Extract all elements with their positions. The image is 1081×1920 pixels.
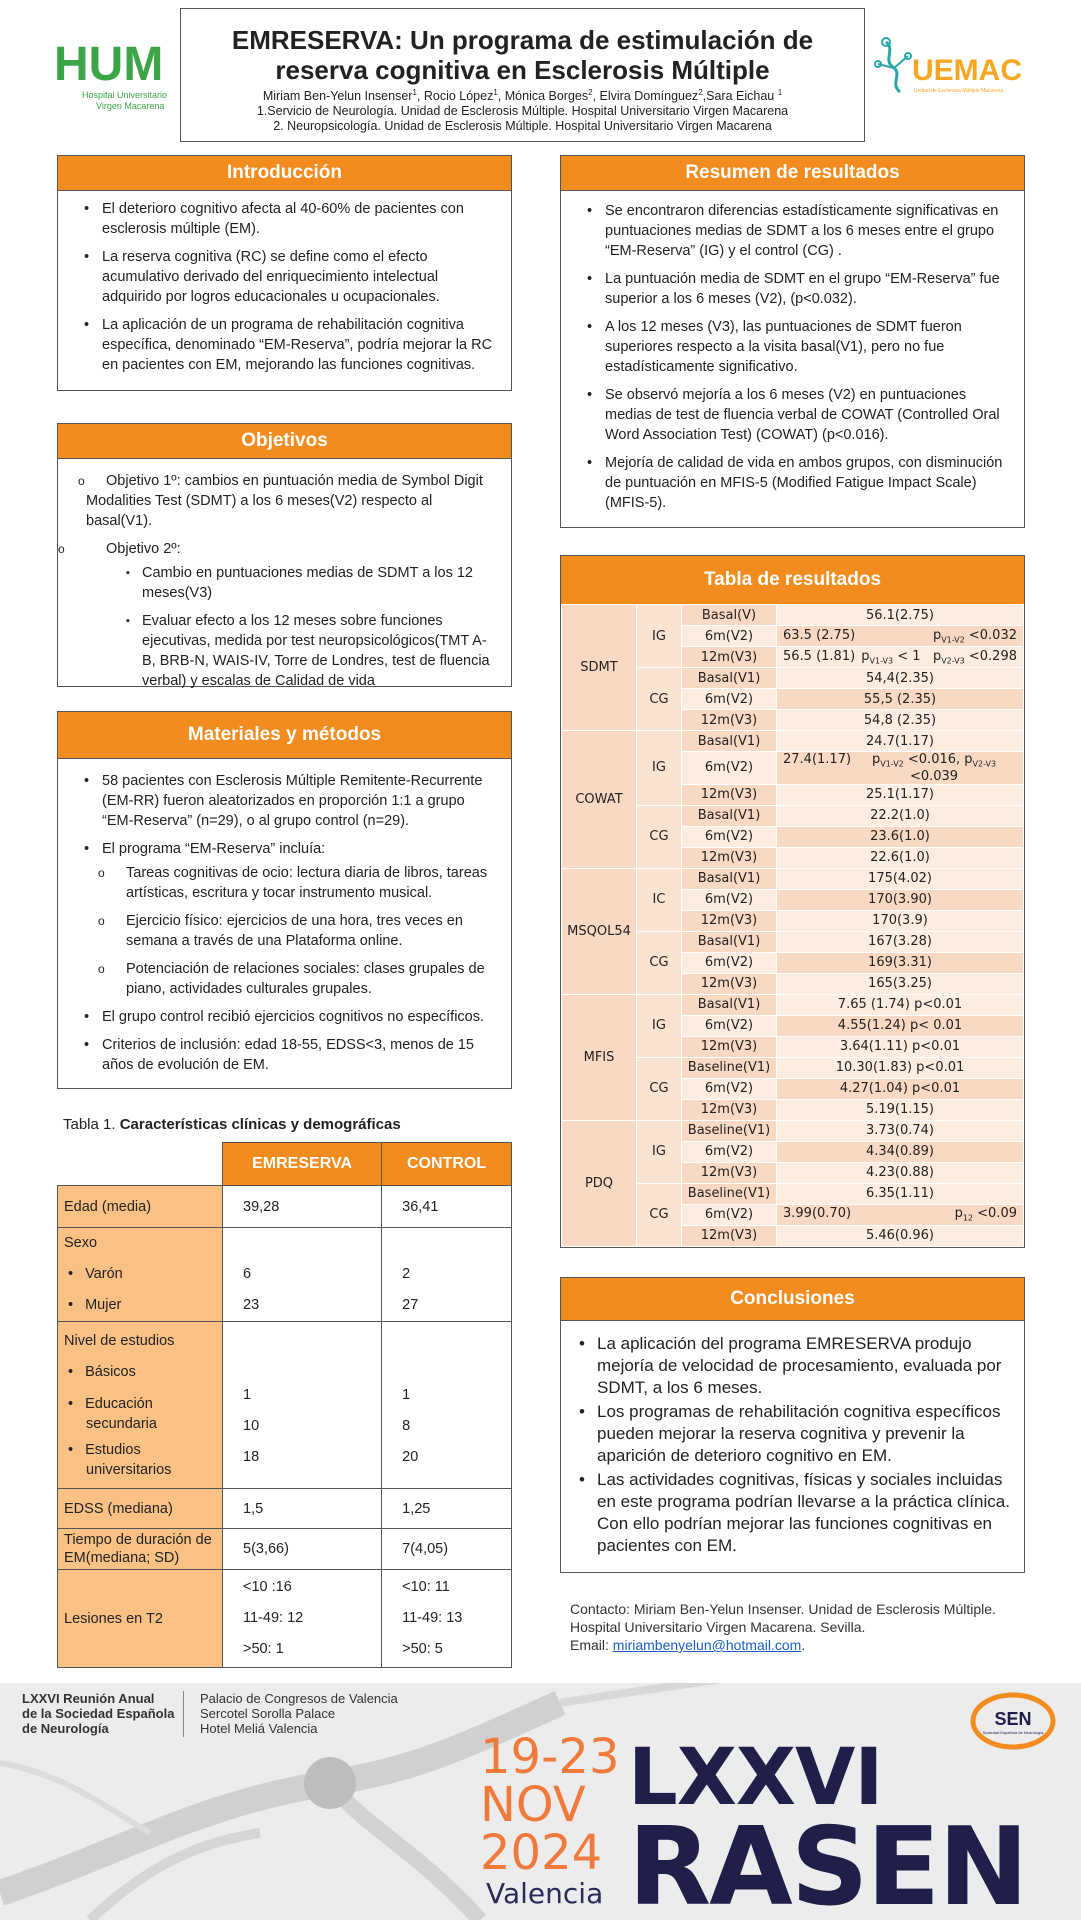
group-cell: IG xyxy=(637,605,682,668)
visit-cell: 12m(V3) xyxy=(682,647,777,668)
contact-line: Hospital Universitario Virgen Macarena. Sevilla. xyxy=(570,1619,866,1635)
p-value: $p_{12} <0.09$ xyxy=(954,1206,1017,1223)
visit-cell: 12m(V3) xyxy=(682,784,777,805)
value-cell: 3.73(0.74) xyxy=(777,1120,1024,1141)
sen-logo-sub: Sociedad Española de Neurología xyxy=(982,1730,1044,1735)
objective-sub-item: ▪ Evaluar efecto a los 12 meses sobre funciones ejecutivas, medida por test neuropsicológicos(TMT A-B, BRB-N, WAIS-IV, Torre de Londres, test de fluencia verbal) y escalas de Calidad de vida xyxy=(142,611,497,691)
conclusion-item: • La aplicación del programa EMRESERVA produjo mejoría de velocidad de procesamiento, evaluada por SDMT, a los 6 meses. xyxy=(597,1333,1010,1399)
value-cell xyxy=(777,647,1024,668)
value-cell: 169(3.31) xyxy=(777,952,1024,973)
value-cell: 22.6(1.0) xyxy=(777,847,1024,868)
value-cell: 167(3.28) xyxy=(777,931,1024,952)
author-list: Miriam Ben-Yelun Insenser$^1$, Rocio López$^1$, Mónica Borges$^2$, Elvira Domínguez$^2$,Sara Eichau $^1$ xyxy=(262,88,783,104)
divider xyxy=(183,1691,184,1737)
poster-title-line2: reserva cognitiva en Esclerosis Múltiple xyxy=(275,55,770,85)
value-cell: 55,5 (2.35) xyxy=(777,689,1024,710)
results-row xyxy=(562,868,1024,889)
visit-cell: Basal(V1) xyxy=(682,805,777,826)
table-row xyxy=(58,1529,512,1570)
congress-city: Valencia xyxy=(486,1877,604,1910)
cell-value: 1 xyxy=(402,1386,411,1403)
cell-value: >50: 1 xyxy=(243,1641,284,1657)
conclusions-heading: Conclusiones xyxy=(561,1278,1024,1321)
methods-item: • Criterios de inclusión: edad 18-55, EDSS<3, menos de 15 años de evolución de EM. xyxy=(102,1035,497,1075)
cell-value: 1 xyxy=(243,1386,252,1403)
measure-cell: COWAT xyxy=(562,731,637,869)
objective-2 xyxy=(86,539,497,691)
row-sublabel: • Estudios universitarios xyxy=(64,1440,216,1480)
row-sublabel: • Educación secundaria xyxy=(64,1394,216,1434)
group-cell: IC xyxy=(637,868,682,931)
cell-value: 10 xyxy=(243,1417,260,1434)
objectives-section xyxy=(57,423,512,687)
table1-col-control: CONTROL xyxy=(382,1143,512,1186)
value-cell xyxy=(777,752,1024,785)
visit-cell: 6m(V2) xyxy=(682,626,777,647)
author-sup: 2 xyxy=(698,88,703,97)
group-cell: IG xyxy=(637,731,682,806)
table-row xyxy=(58,1228,512,1322)
cell-value: 27 xyxy=(402,1297,419,1313)
uemac-logo xyxy=(872,34,1022,104)
objective-2-label: Objetivo 2º: xyxy=(106,541,181,557)
value-cell: 24.7(1.17) xyxy=(777,731,1024,752)
methods-sub-item: o Tareas cognitivas de ocio: lectura diaria de libros, tareas artísticas, escritura y tocar instrumento musical. xyxy=(126,863,497,903)
methods-item xyxy=(102,839,497,999)
author-name: Sara Eichau xyxy=(706,89,775,104)
visit-cell: 6m(V2) xyxy=(682,889,777,910)
affiliation-2: 2. Neuropsicología. Unidad de Esclerosis Múltiple. Hospital Universitario Virgen Macarena xyxy=(273,119,772,134)
author-name: Mónica Borges xyxy=(504,89,589,104)
row-label: Tiempo de duración de EM(mediana; SD) xyxy=(58,1529,223,1570)
poster-title-line1: EMRESERVA: Un programa de estimulación de xyxy=(231,25,814,55)
row-label: EDSS (mediana) xyxy=(58,1489,223,1529)
value-cell: 175(4.02) xyxy=(777,868,1024,889)
cell-value: >50: 5 xyxy=(402,1641,443,1657)
visit-cell: Basal(V) xyxy=(682,605,777,626)
demographics-table xyxy=(57,1142,512,1668)
measure-cell: SDMT xyxy=(562,605,637,731)
row-label: Edad (media) xyxy=(58,1186,223,1228)
conclusion-item: • Los programas de rehabilitación cognitiva específicos pueden mejorar la reserva cognitiva y prevenir la aparición de deterioro cognitivo en EM. xyxy=(597,1401,1010,1467)
hospital-logo xyxy=(52,34,172,116)
cell-value: 36,41 xyxy=(382,1186,512,1228)
group-cell: CG xyxy=(637,668,682,731)
table-row xyxy=(58,1186,512,1228)
value-cell: 25.1(1.17) xyxy=(777,784,1024,805)
results-row xyxy=(562,1120,1024,1141)
cell-value: <10 :16 xyxy=(243,1579,292,1595)
value-cell: 10.30(1.83) p<0.01 xyxy=(777,1057,1024,1078)
visit-cell: 12m(V3) xyxy=(682,1099,777,1120)
visit-cell: Basal(V1) xyxy=(682,994,777,1015)
value-text: 3.99(0.70) xyxy=(783,1206,852,1222)
group-cell: CG xyxy=(637,1057,682,1120)
objective-1: o Objetivo 1º: cambios en puntuación media de Symbol Digit Modalities Test (SDMT) a los 6 meses(V2) respecto al basal(V1). xyxy=(86,471,497,531)
methods-item: • El grupo control recibió ejercicios cognitivos no específicos. xyxy=(102,1007,497,1027)
author-sup: 1 xyxy=(412,88,417,97)
contact-info xyxy=(570,1600,996,1654)
row-sublabel: • Mujer xyxy=(64,1290,216,1321)
table-row xyxy=(58,1489,512,1529)
methods-sub-item: o Ejercicio físico: ejercicios de una hora, tres veces en semana a través de una Plataforma online. xyxy=(126,911,497,951)
summary-item: • La puntuación media de SDMT en el grupo “EM-Reserva” fue superior a los 6 meses (V2), (p<0.032). xyxy=(605,269,1010,309)
congress-dates: 19-23 NOV 2024 xyxy=(480,1729,620,1881)
cell-value: 18 xyxy=(243,1448,260,1465)
results-table xyxy=(561,604,1024,1247)
sen-logo-text: SEN xyxy=(994,1709,1032,1729)
congress-name: RASEN xyxy=(628,1805,1027,1920)
table1-col-emreserva: EMRESERVA xyxy=(223,1143,382,1186)
results-row xyxy=(562,731,1024,752)
venue-text: Palacio de Congresos de Valencia Sercotel Sorolla Palace Hotel Meliá Valencia xyxy=(200,1691,398,1736)
p-value: $p_{V1-V3} < 1$ $p_{V2-V3} <0.298$ xyxy=(861,648,1017,666)
value-cell: 4.27(1.04) p<0.01 xyxy=(777,1078,1024,1099)
cell-value: 1,5 xyxy=(223,1489,382,1529)
author-name: Miriam Ben-Yelun Insenser xyxy=(262,89,413,104)
p-value: $p_{V1-V2} <0.032$ xyxy=(932,627,1017,645)
congress-banner xyxy=(0,1683,1081,1920)
visit-cell: 6m(V2) xyxy=(682,752,777,785)
visit-cell: Baseline(V1) xyxy=(682,1057,777,1078)
value-cell: 6.35(1.11) xyxy=(777,1183,1024,1204)
table-row xyxy=(58,1322,512,1489)
value-cell: 4.23(0.88) xyxy=(777,1162,1024,1183)
value-cell: 54,4(2.35) xyxy=(777,668,1024,689)
cell-value: 39,28 xyxy=(223,1186,382,1228)
cell-value: <10: 11 xyxy=(402,1579,450,1595)
p-value: $p_{V1-V2} <0.016$, $p_{V2-V3} <0.039$ xyxy=(871,752,997,784)
row-label: Nivel de estudios xyxy=(64,1333,175,1349)
organizer-text: LXXVI Reunión Anual de la Sociedad Española de Neurología xyxy=(22,1691,175,1736)
table-row xyxy=(58,1570,512,1668)
visit-cell: 6m(V2) xyxy=(682,952,777,973)
value-cell: 7.65 (1.74) p<0.01 xyxy=(777,994,1024,1015)
cell-value: 23 xyxy=(243,1297,260,1313)
table1-caption-title: Características clínicas y demográficas xyxy=(119,1116,401,1133)
conclusion-item: • Las actividades cognitivas, físicas y sociales incluidas en este programa podrían llevarse a la práctica clínica. Con ello podrían mejorar las funciones cognitivas en pacientes con EM. xyxy=(597,1469,1010,1557)
value-cell: 5.46(0.96) xyxy=(777,1225,1024,1246)
summary-item: • Se encontraron diferencias estadísticamente significativas en puntuaciones medias de SDMT a los 6 meses entre el grupo “EM-Reserva” (IG) y el control (CG) . xyxy=(605,201,1010,261)
visit-cell: 6m(V2) xyxy=(682,1141,777,1162)
cell-value: 1,25 xyxy=(382,1489,512,1529)
cell-value: 11-49: 12 xyxy=(243,1610,304,1626)
methods-item: • 58 pacientes con Esclerosis Múltiple Remitente-Recurrente (EM-RR) fueron aleatorizados en proporción 1:1 a grupo “EM-Reserva” (n=29), o al grupo control (n=29). xyxy=(102,771,497,831)
author-sup: 1 xyxy=(777,88,783,97)
cell-value: 2 xyxy=(402,1266,411,1282)
cell-value: 11-49: 13 xyxy=(402,1610,463,1626)
intro-item: • La aplicación de un programa de rehabilitación cognitiva específica, denominado “EM-Reserva”, podría mejorar la RC en pacientes con EM, mejorando las funciones cognitivas. xyxy=(102,315,497,375)
value-cell: 5.19(1.15) xyxy=(777,1099,1024,1120)
group-cell: IG xyxy=(637,994,682,1057)
author-sup: 2 xyxy=(588,88,593,97)
table1-caption xyxy=(63,1116,401,1133)
conclusions-section xyxy=(560,1277,1025,1573)
visit-cell: 6m(V2) xyxy=(682,826,777,847)
visit-cell: Baseline(V1) xyxy=(682,1183,777,1204)
congress-edition: LXXVI xyxy=(628,1733,883,1823)
row-label: Lesiones en T2 xyxy=(58,1570,223,1668)
visit-cell: 6m(V2) xyxy=(682,1015,777,1036)
methods-heading: Materiales y métodos xyxy=(58,712,511,759)
results-row xyxy=(562,994,1024,1015)
cell-value: 8 xyxy=(402,1417,411,1434)
table1-caption-prefix: Tabla 1. xyxy=(63,1116,116,1133)
value-text: 63.5 (2.75) xyxy=(783,627,856,643)
row-sublabel: • Varón xyxy=(64,1259,216,1290)
cell-value: 5(3,66) xyxy=(223,1529,382,1570)
intro-section xyxy=(57,155,512,391)
measure-cell: PDQ xyxy=(562,1120,637,1246)
visit-cell: 6m(V2) xyxy=(682,689,777,710)
visit-cell: Basal(V1) xyxy=(682,731,777,752)
objective-sub-item: ▪ Cambio en puntuaciones medias de SDMT a los 12 meses(V3) xyxy=(142,563,497,603)
value-cell: 54,8 (2.35) xyxy=(777,710,1024,731)
visit-cell: 6m(V2) xyxy=(682,1078,777,1099)
methods-section xyxy=(57,711,512,1089)
results-table-section xyxy=(560,555,1025,1248)
summary-heading: Resumen de resultados xyxy=(561,156,1024,191)
cell-value: 6 xyxy=(243,1266,252,1282)
email-link[interactable]: miriambenyelun@hotmail.com xyxy=(612,1637,802,1653)
value-cell xyxy=(777,626,1024,647)
contact-email-line: Email: miriambenyelun@hotmail.com. xyxy=(570,1637,806,1653)
methods-item-label: El programa “EM-Reserva” incluía: xyxy=(102,841,326,857)
value-text: 27.4(1.17) xyxy=(783,752,852,767)
hospital-logo-sub1: Hospital Universitario xyxy=(82,90,168,100)
value-cell: 4.34(0.89) xyxy=(777,1141,1024,1162)
value-cell: 23.6(1.0) xyxy=(777,826,1024,847)
summary-section xyxy=(560,155,1025,528)
hospital-logo-text: HUM xyxy=(54,38,164,91)
value-cell: 4.55(1.24) p< 0.01 xyxy=(777,1015,1024,1036)
intro-heading: Introducción xyxy=(58,156,511,191)
title-box xyxy=(180,8,865,142)
group-cell: CG xyxy=(637,931,682,994)
results-row xyxy=(562,605,1024,626)
measure-cell: MFIS xyxy=(562,994,637,1120)
summary-item: • Mejoría de calidad de vida en ambos grupos, con disminución de puntuación en MFIS-5 (Modified Fatigue Impact Scale) (MFIS-5). xyxy=(605,453,1010,513)
affiliation-1: 1.Servicio de Neurología. Unidad de Esclerosis Múltiple. Hospital Universitario Virgen Macarena xyxy=(256,104,789,119)
objectives-heading: Objetivos xyxy=(58,424,511,459)
results-table-heading: Tabla de resultados xyxy=(561,556,1024,604)
visit-cell: 12m(V3) xyxy=(682,1225,777,1246)
uemac-logo-text: UEMAC xyxy=(912,54,1022,87)
value-cell: 22.2(1.0) xyxy=(777,805,1024,826)
value-cell: 170(3.9) xyxy=(777,910,1024,931)
intro-item: • La reserva cognitiva (RC) se define como el efecto acumulativo derivado del enriquecimiento intelectual adquirido por logros educacionales u ocupacionales. xyxy=(102,247,497,307)
value-cell: 3.64(1.11) p<0.01 xyxy=(777,1036,1024,1057)
value-cell xyxy=(777,1204,1024,1225)
cell-value: 7(4,05) xyxy=(382,1529,512,1570)
group-cell: CG xyxy=(637,805,682,868)
row-label: Sexo xyxy=(64,1235,98,1251)
visit-cell: 12m(V3) xyxy=(682,710,777,731)
author-name: Rocio López xyxy=(423,89,494,104)
visit-cell: Baseline(V1) xyxy=(682,1120,777,1141)
group-cell: CG xyxy=(637,1183,682,1246)
intro-item: • El deterioro cognitivo afecta al 40-60% de pacientes con esclerosis múltiple (EM). xyxy=(102,199,497,239)
sen-logo xyxy=(968,1691,1058,1751)
value-cell: 56.1(2.75) xyxy=(777,605,1024,626)
visit-cell: Basal(V1) xyxy=(682,931,777,952)
group-cell: IG xyxy=(637,1120,682,1183)
visit-cell: 12m(V3) xyxy=(682,910,777,931)
visit-cell: 6m(V2) xyxy=(682,1204,777,1225)
value-cell: 170(3.90) xyxy=(777,889,1024,910)
summary-item: • A los 12 meses (V3), las puntuaciones de SDMT fueron superiores respecto a la visita basal(V1), pero no fue estadísticamente significativo. xyxy=(605,317,1010,377)
methods-sub-item: o Potenciación de relaciones sociales: clases grupales de piano, actividades culturales grupales. xyxy=(126,959,497,999)
row-sublabel: • Básicos xyxy=(64,1357,216,1388)
measure-cell: MSQOL54 xyxy=(562,868,637,994)
value-text: 56.5 (1.81) xyxy=(783,648,856,664)
summary-item: • Se observó mejoría a los 6 meses (V2) en puntuaciones medias de test de fluencia verbal de COWAT (Controlled Oral Word Association Test) (COWAT) (p<0.016). xyxy=(605,385,1010,445)
visit-cell: 12m(V3) xyxy=(682,1036,777,1057)
visit-cell: Basal(V1) xyxy=(682,868,777,889)
visit-cell: Basal(V1) xyxy=(682,668,777,689)
value-cell: 165(3.25) xyxy=(777,973,1024,994)
cell-value: 20 xyxy=(402,1448,419,1465)
visit-cell: 12m(V3) xyxy=(682,847,777,868)
uemac-logo-sub: Unidad de Esclerosis Múltiple Macarena xyxy=(914,88,1004,94)
author-name: Elvira Domínguez xyxy=(599,89,699,104)
visit-cell: 12m(V3) xyxy=(682,973,777,994)
hospital-logo-sub2: Virgen Macarena xyxy=(96,101,165,111)
author-sup: 1 xyxy=(493,88,498,97)
visit-cell: 12m(V3) xyxy=(682,1162,777,1183)
contact-line: Contacto: Miriam Ben-Yelun Insenser. Unidad de Esclerosis Múltiple. xyxy=(570,1601,996,1617)
